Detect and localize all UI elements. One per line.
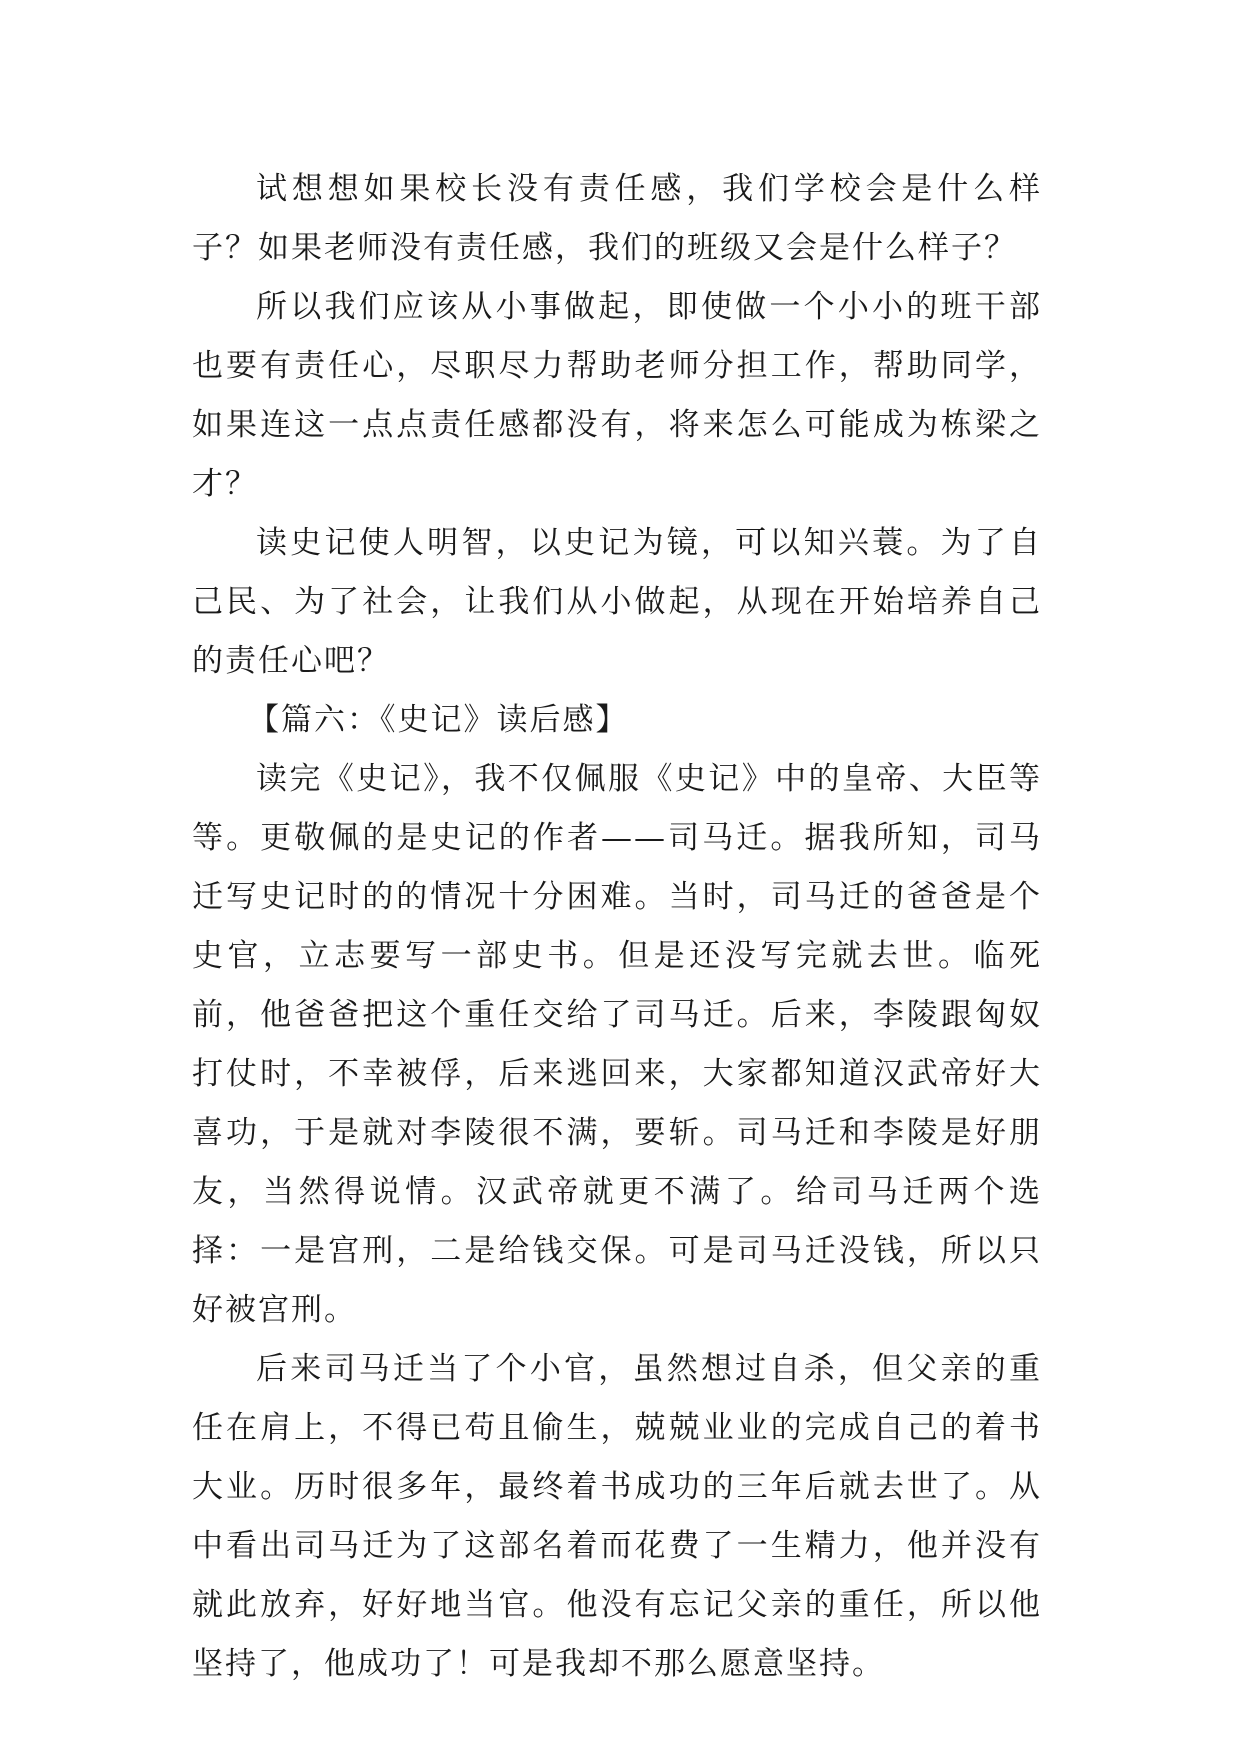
paragraph-start-small: 所以我们应该从小事做起，即使做一个小小的班干部也要有责任心，尽职尽力帮助老师分担工作，帮助同学，如果连这一点点责任感都没有，将来怎么可能成为栋梁之才？ [192,289,1042,502]
paragraph-reading-shiji: 读史记使人明智，以史记为镜，可以知兴蓑。为了自己民、为了社会，让我们从小做起，从现在开始培养自己的责任心吧？ [192,525,1042,679]
paragraph-sima-qian-perseverance: 后来司马迁当了个小官，虽然想过自杀，但父亲的重任在肩上，不得已苟且偷生，兢兢业业的完成自己的着书大业。历时很多年，最终着书成功的三年后就去世了。从中看出司马迁为了这部名着而花费了一生精力，他并没有就此放弃，好好地当官。他没有忘记父亲的重任，所以他坚持了，他成功了！可是我却不那么愿意坚持。 [192,1351,1042,1682]
document-page [192,160,1042,1694]
paragraph-principal-responsibility: 试想想如果校长没有责任感，我们学校会是什么样子？如果老师没有责任感，我们的班级又会是什么样子？ [192,171,1042,266]
section-heading: 【篇六：《史记》读后感】 [248,702,629,738]
paragraph-sima-qian-story: 读完《史记》，我不仅佩服《史记》中的皇帝、大臣等等。更敬佩的是史记的作者——司马迁。据我所知，司马迁写史记时的的情况十分困难。当时，司马迁的爸爸是个史官，立志要写一部史书。但是还没写完就去世。临死前，他爸爸把这个重任交给了司马迁。后来，李陵跟匈奴打仗时，不幸被俘，后来逃回来，大家都知道汉武帝好大喜功，于是就对李陵很不满，要斩。司马迁和李陵是好朋友，当然得说情。汉武帝就更不满了。给司马迁两个选择：一是宫刑，二是给钱交保。可是司马迁没钱，所以只好被宫刑。 [192,761,1042,1328]
